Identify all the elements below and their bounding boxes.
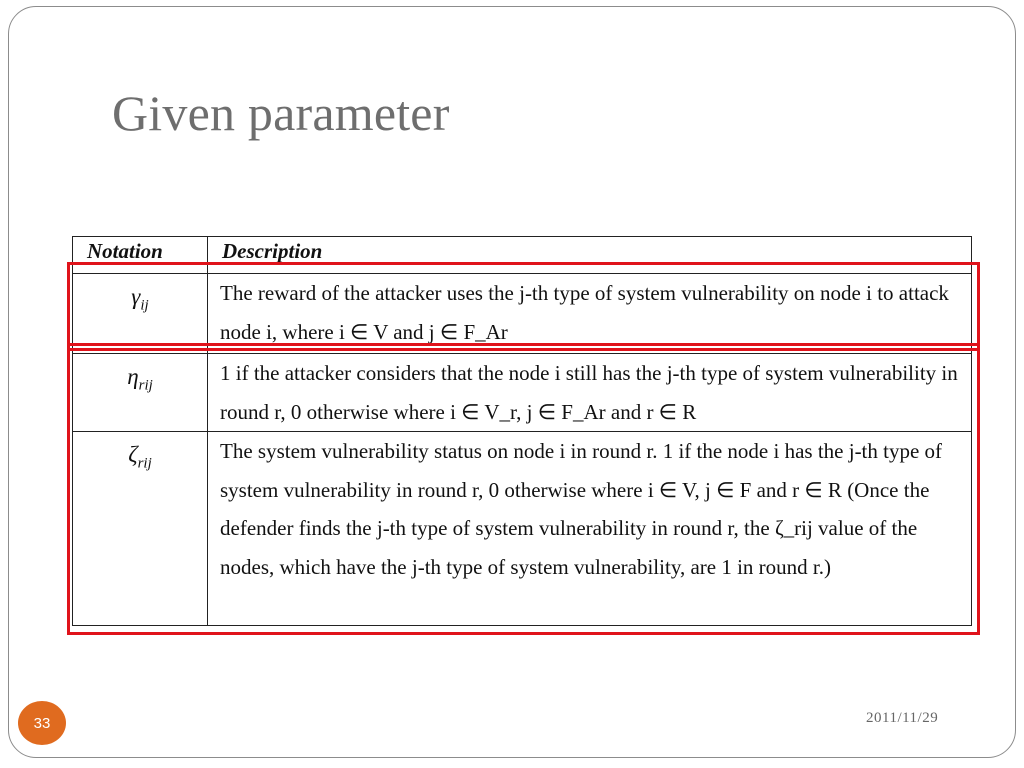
table-row [73,354,972,432]
header-notation: Notation [73,237,208,274]
notation-cell [73,354,208,432]
description-cell: The reward of the attacker uses the j-th type of system vulnerability on node i to attack node i, where i ∈ V and j ∈ F_Ar [208,274,972,354]
notation-symbol: ζ [128,442,138,467]
description-cell: 1 if the attacker considers that the node i still has the j-th type of system vulnerability in round r, 0 otherwise where i ∈ V_r, j ∈ F_Ar and r ∈ R [208,354,972,432]
table-row [73,274,972,354]
notation-symbol: η [127,364,139,389]
slide-date: 2011/11/29 [866,710,939,726]
table-header-row [73,237,972,274]
header-description: Description [208,237,972,274]
notation-cell [73,432,208,626]
page-number-badge: 33 [18,701,66,745]
notation-symbol: γ [131,284,141,309]
notation-table [72,236,972,626]
notation-subscript: rij [138,377,153,394]
notation-table-container [72,236,972,626]
table-row [73,432,972,626]
notation-subscript: rij [137,455,152,472]
slide-title: Given parameter [112,85,450,141]
notation-cell [73,274,208,354]
notation-subscript: ij [140,297,149,314]
description-cell: The system vulnerability status on node i in round r. 1 if the node i has the j-th type of system vulnerability in round r, 0 otherwise where i ∈ V, j ∈ F and r ∈ R (Once the defender finds the j-th type of system vulnerability in round r, the ζ_rij value of the nodes, which have the j-th type of system vulnerability, are 1 in round r.) [208,432,972,626]
